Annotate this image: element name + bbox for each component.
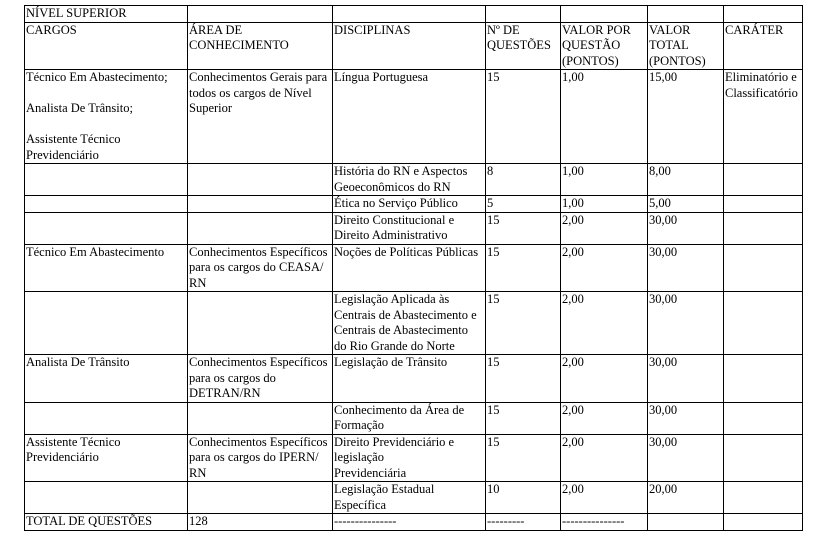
header-cargos: CARGOS	[25, 22, 188, 70]
cell-questoes: 8	[486, 164, 561, 196]
cell-disciplina: Direito Constitucional e Direito Administrativo	[333, 212, 486, 244]
cell-valor-questao: 2,00	[561, 355, 648, 403]
cell-valor-total: 30,00	[648, 212, 724, 244]
empty-cell	[333, 6, 486, 23]
table-row	[25, 482, 803, 514]
cell-questoes: 10	[486, 482, 561, 514]
cell-disciplina: Conhecimento da Área de Formação	[333, 402, 486, 434]
total-valor-total	[648, 514, 724, 531]
table-row	[25, 402, 803, 434]
cell-disciplina: Legislação Aplicada às Centrais de Abastecimento e Centrais de Abastecimento do Rio Grande do Norte	[333, 292, 486, 355]
section-title: NÍVEL SUPERIOR	[25, 6, 188, 23]
cell-carater	[724, 164, 803, 196]
cell-questoes: 15	[486, 70, 561, 164]
section-title-row	[25, 6, 803, 23]
cell-valor-questao: 2,00	[561, 482, 648, 514]
page-content	[24, 5, 803, 531]
table-row	[25, 70, 803, 164]
cell-disciplina: Língua Portuguesa	[333, 70, 486, 164]
table-row	[25, 244, 803, 292]
cell-area	[188, 292, 333, 355]
cell-carater	[724, 402, 803, 434]
cell-carater	[724, 292, 803, 355]
cell-disciplina: Ética no Serviço Público	[333, 196, 486, 213]
cell-area	[188, 402, 333, 434]
cell-valor-total: 30,00	[648, 244, 724, 292]
table-row	[25, 355, 803, 403]
cell-valor-total: 30,00	[648, 355, 724, 403]
cell-valor-total: 5,00	[648, 196, 724, 213]
empty-cell	[561, 6, 648, 23]
cell-cargos: Técnico Em Abastecimento	[25, 244, 188, 292]
cell-disciplina: Noções de Políticas Públicas	[333, 244, 486, 292]
header-valor-questao: VALOR POR QUESTÃO (PONTOS)	[561, 22, 648, 70]
cell-valor-questao: 2,00	[561, 402, 648, 434]
header-valor-total: VALOR TOTAL (PONTOS)	[648, 22, 724, 70]
header-area: ÁREA DE CONHECIMENTO	[188, 22, 333, 70]
cell-carater	[724, 196, 803, 213]
cell-questoes: 15	[486, 244, 561, 292]
cell-valor-total: 8,00	[648, 164, 724, 196]
total-valor-questao-dashes: ---------------	[561, 514, 648, 531]
cell-valor-total: 30,00	[648, 434, 724, 482]
cell-valor-total: 30,00	[648, 292, 724, 355]
cell-disciplina: Legislação de Trânsito	[333, 355, 486, 403]
cell-area: Conhecimentos Específicos para os cargos do CEASA/ RN	[188, 244, 333, 292]
header-disciplinas: DISCIPLINAS	[333, 22, 486, 70]
cell-carater	[724, 212, 803, 244]
cell-area	[188, 164, 333, 196]
cell-cargos: Assistente Técnico Previdenciário	[25, 434, 188, 482]
cell-questoes: 15	[486, 355, 561, 403]
cell-valor-questao: 2,00	[561, 292, 648, 355]
cell-cargos	[25, 292, 188, 355]
cell-area	[188, 482, 333, 514]
cell-valor-questao: 2,00	[561, 434, 648, 482]
cell-questoes: 15	[486, 402, 561, 434]
table-body	[25, 6, 803, 531]
table-row	[25, 196, 803, 213]
cell-cargos	[25, 212, 188, 244]
cell-cargos	[25, 402, 188, 434]
cell-area	[188, 212, 333, 244]
total-label: TOTAL DE QUESTÕES	[25, 514, 188, 531]
cell-carater	[724, 355, 803, 403]
empty-cell	[648, 6, 724, 23]
table-row	[25, 212, 803, 244]
cell-questoes: 5	[486, 196, 561, 213]
cell-valor-questao: 2,00	[561, 212, 648, 244]
cell-disciplina: Legislação Estadual Específica	[333, 482, 486, 514]
cell-cargos	[25, 164, 188, 196]
cell-carater	[724, 434, 803, 482]
table-row	[25, 164, 803, 196]
table-row	[25, 292, 803, 355]
cell-questoes: 15	[486, 434, 561, 482]
total-carater	[724, 514, 803, 531]
cell-carater	[724, 244, 803, 292]
cell-area: Conhecimentos Específicos para os cargos do IPERN/ RN	[188, 434, 333, 482]
exam-table	[24, 5, 803, 531]
cell-questoes: 15	[486, 292, 561, 355]
cell-cargos: Analista De Trânsito	[25, 355, 188, 403]
cell-cargos: Técnico Em Abastecimento; Analista De Trânsito; Assistente Técnico Previdenciário	[25, 70, 188, 164]
cell-cargos	[25, 196, 188, 213]
total-value: 128	[188, 514, 333, 531]
cell-disciplina: Direito Previdenciário e legislação Previdenciária	[333, 434, 486, 482]
cell-valor-total: 15,00	[648, 70, 724, 164]
header-row	[25, 22, 803, 70]
cell-questoes: 15	[486, 212, 561, 244]
total-row	[25, 514, 803, 531]
cell-area: Conhecimentos Específicos para os cargos do DETRAN/RN	[188, 355, 333, 403]
header-carater: CARÁTER	[724, 22, 803, 70]
cell-valor-total: 30,00	[648, 402, 724, 434]
cell-valor-questao: 1,00	[561, 196, 648, 213]
cell-valor-questao: 1,00	[561, 164, 648, 196]
empty-cell	[188, 6, 333, 23]
cell-valor-total: 20,00	[648, 482, 724, 514]
cell-area: Conhecimentos Gerais para todos os cargos de Nível Superior	[188, 70, 333, 164]
total-questoes-dashes: ---------	[486, 514, 561, 531]
empty-cell	[724, 6, 803, 23]
cell-cargos	[25, 482, 188, 514]
cell-carater: Eliminatório e Classificatório	[724, 70, 803, 164]
empty-cell	[486, 6, 561, 23]
table-row	[25, 434, 803, 482]
cell-valor-questao: 1,00	[561, 70, 648, 164]
cell-disciplina: História do RN e Aspectos Geoeconômicos do RN	[333, 164, 486, 196]
cell-valor-questao: 2,00	[561, 244, 648, 292]
header-questoes: Nº DE QUESTÕES	[486, 22, 561, 70]
cell-carater	[724, 482, 803, 514]
cell-area	[188, 196, 333, 213]
total-disciplinas-dashes: ---------------	[333, 514, 486, 531]
